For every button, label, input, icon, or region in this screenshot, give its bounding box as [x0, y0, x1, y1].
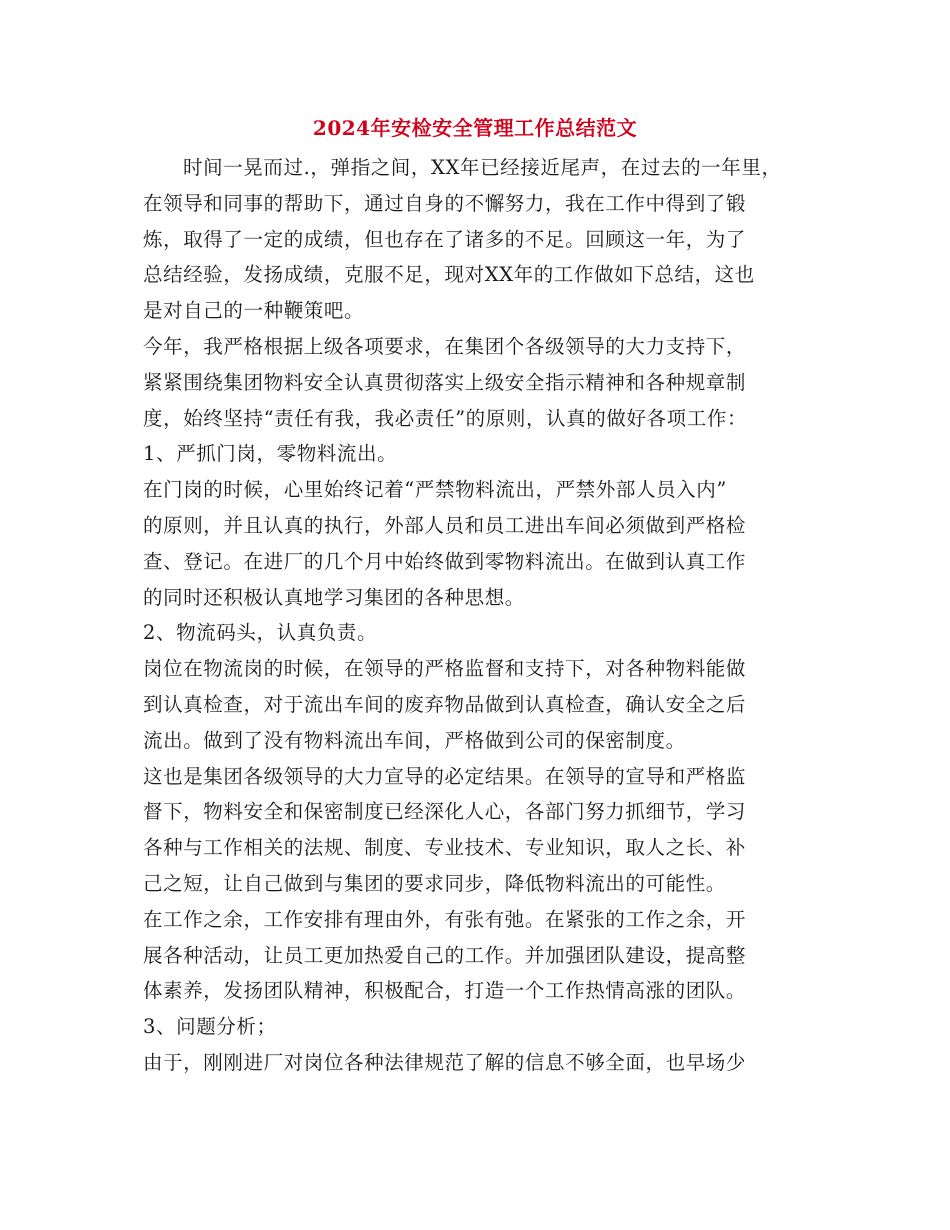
text-line: 岗位在物流岗的时候，在领导的严格监督和支持下，对各种物料能做 — [143, 657, 747, 681]
text-line: 紧紧围绕集团物料安全认真贯彻落实上级安全指示精神和各种规章制 — [143, 370, 747, 394]
text-line: 体素养，发扬团队精神，积极配合，打造一个工作热情高涨的团队。 — [143, 979, 747, 1003]
text-line: 在领导和同事的帮助下，通过自身的不懈努力，我在工作中得到了锻 — [143, 191, 747, 215]
text-line: 总结经验，发扬成绩，克服不足，现对XX年的工作做如下总结，这也 — [143, 263, 755, 287]
section-heading: 2、物流码头，认真负责。 — [143, 621, 378, 645]
text-line: 各种与工作相关的法规、制度、专业技术、专业知识，取人之长、补 — [143, 836, 747, 860]
text-line: 是对自己的一种鞭策吧。 — [143, 299, 365, 323]
text-line: 的同时还积极认真地学习集团的各种思想。 — [143, 585, 525, 609]
text-line: 展各种活动，让员工更加热爱自己的工作。并加强团队建设，提高整 — [143, 943, 747, 967]
text-line: 督下，物料安全和保密制度已经深化人心，各部门努力抓细节，学习 — [143, 800, 747, 824]
document-title: 2024年安检安全管理工作总结范文 — [312, 116, 638, 140]
text-line: 在门岗的时候，心里始终记着“严禁物料流出，严禁外部人员入内” — [143, 478, 727, 502]
text-line: 今年，我严格根据上级各项要求，在集团个各级领导的大力支持下， — [143, 334, 747, 358]
text-line: 查、登记。在进厂的几个月中始终做到零物料流出。在做到认真工作 — [143, 549, 747, 573]
text-line: 的原则，并且认真的执行，外部人员和员工进出车间必须做到严格检 — [143, 513, 747, 537]
text-line: 这也是集团各级领导的大力宣导的必定结果。在领导的宣导和严格监 — [143, 764, 747, 788]
text-line: 己之短，让自己做到与集团的要求同步，降低物料流出的可能性。 — [143, 871, 726, 895]
text-line: 时间一晃而过.，弹指之间，XX年已经接近尾声，在过去的一年里， — [183, 156, 782, 179]
text-line: 在工作之余，工作安排有理由外，有张有弛。在紧张的工作之余，开 — [143, 907, 747, 931]
text-line: 炼，取得了一定的成绩，但也存在了诸多的不足。回顾这一年，为了 — [143, 227, 747, 251]
text-line: 由于，刚刚进厂对岗位各种法律规范了解的信息不够全面，也早场少 — [143, 1050, 747, 1074]
section-heading: 1、严抓门岗，零物料流出。 — [143, 442, 398, 466]
document-body — [143, 150, 813, 1081]
text-line: 到认真检查，对于流出车间的废弃物品做到认真检查，确认安全之后 — [143, 692, 747, 716]
text-line: 度，始终坚持“责任有我，我必责任”的原则，认真的做好各项工作： — [143, 406, 748, 430]
text-line: 流出。做到了没有物料流出车间，严格做到公司的保密制度。 — [143, 728, 686, 752]
section-heading: 3、问题分析； — [143, 1015, 277, 1039]
